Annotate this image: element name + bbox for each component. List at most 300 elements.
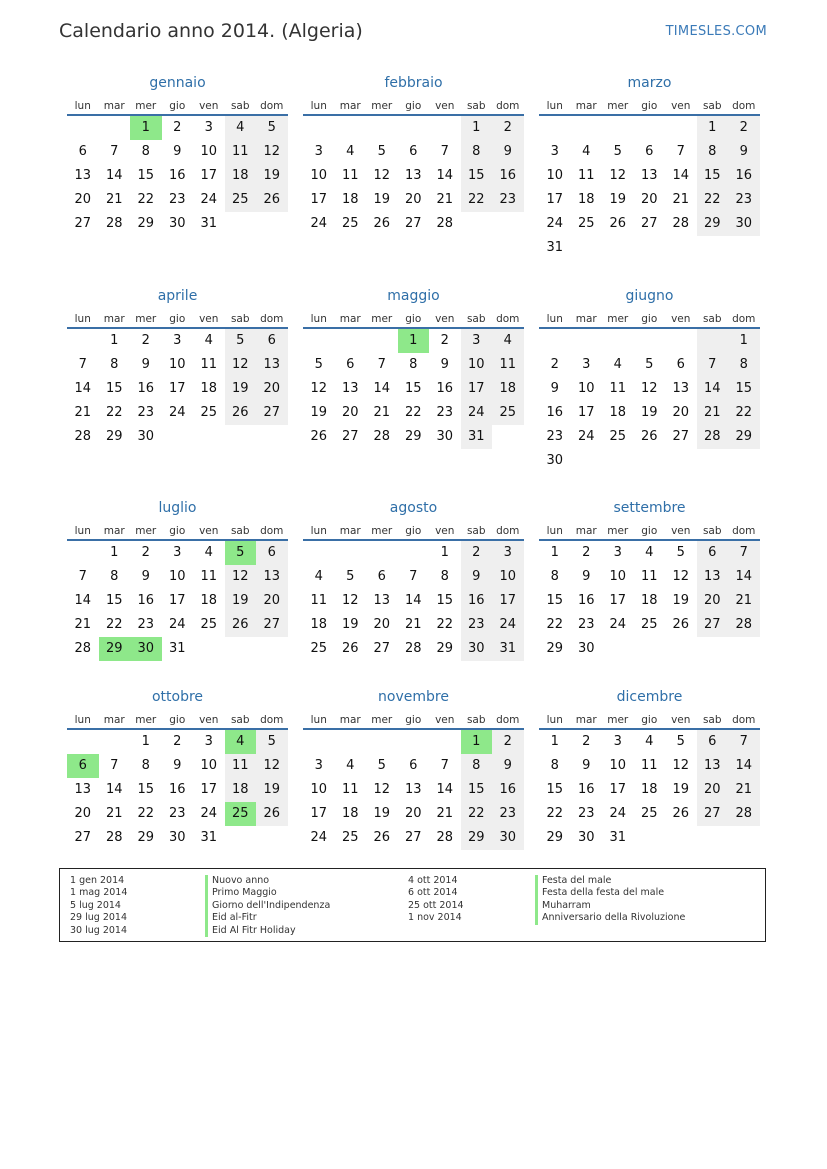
day-cell[interactable]: 6 <box>67 754 99 778</box>
day-cell[interactable]: 21 <box>436 806 454 821</box>
day-cell[interactable]: 2 <box>728 116 760 140</box>
day-cell[interactable]: 22 <box>461 802 493 826</box>
day-cell[interactable]: 10 <box>546 168 564 183</box>
day-cell[interactable]: 8 <box>110 357 119 372</box>
day-cell[interactable]: 1 <box>110 545 119 560</box>
day-cell[interactable]: 2 <box>173 120 182 135</box>
day-cell[interactable]: 3 <box>550 144 559 159</box>
day-cell[interactable]: 11 <box>225 754 257 778</box>
day-cell[interactable]: 20 <box>404 192 422 207</box>
day-cell[interactable]: 18 <box>225 164 257 188</box>
day-cell[interactable]: 10 <box>609 758 627 773</box>
day-cell[interactable]: 11 <box>341 168 359 183</box>
day-cell[interactable]: 18 <box>341 806 359 821</box>
day-cell[interactable]: 30 <box>492 826 524 850</box>
day-cell[interactable]: 7 <box>676 144 685 159</box>
day-cell[interactable]: 2 <box>582 734 591 749</box>
day-cell[interactable]: 17 <box>200 782 218 797</box>
day-cell[interactable]: 14 <box>697 377 729 401</box>
day-cell[interactable]: 30 <box>577 830 595 845</box>
day-cell[interactable]: 19 <box>373 806 391 821</box>
day-cell[interactable]: 25 <box>200 617 218 632</box>
day-cell[interactable]: 20 <box>74 806 92 821</box>
day-cell[interactable]: 9 <box>141 569 150 584</box>
day-cell[interactable]: 7 <box>697 353 729 377</box>
day-cell[interactable]: 13 <box>404 168 422 183</box>
day-cell[interactable]: 9 <box>492 140 524 164</box>
day-cell[interactable]: 1 <box>550 545 559 560</box>
day-cell[interactable]: 13 <box>697 754 729 778</box>
day-cell[interactable]: 3 <box>204 734 213 749</box>
day-cell[interactable]: 20 <box>697 589 729 613</box>
day-cell[interactable]: 19 <box>609 192 627 207</box>
day-cell[interactable]: 31 <box>546 240 564 255</box>
day-cell[interactable]: 19 <box>672 593 690 608</box>
day-cell[interactable]: 4 <box>645 545 654 560</box>
day-cell[interactable]: 17 <box>200 168 218 183</box>
day-cell[interactable]: 31 <box>200 830 218 845</box>
day-cell[interactable]: 15 <box>461 164 493 188</box>
day-cell[interactable]: 10 <box>310 782 328 797</box>
day-cell[interactable]: 3 <box>613 734 622 749</box>
day-cell[interactable]: 5 <box>377 144 386 159</box>
day-cell[interactable]: 15 <box>697 164 729 188</box>
day-cell[interactable]: 17 <box>461 377 493 401</box>
day-cell[interactable]: 16 <box>168 782 186 797</box>
day-cell[interactable]: 13 <box>404 782 422 797</box>
day-cell[interactable]: 8 <box>550 758 559 773</box>
day-cell[interactable]: 3 <box>314 144 323 159</box>
day-cell[interactable]: 10 <box>577 381 595 396</box>
day-cell[interactable]: 3 <box>613 545 622 560</box>
day-cell[interactable]: 18 <box>492 377 524 401</box>
day-cell[interactable]: 7 <box>728 730 760 754</box>
day-cell[interactable]: 13 <box>74 168 92 183</box>
day-cell[interactable]: 7 <box>110 758 119 773</box>
day-cell[interactable]: 19 <box>373 192 391 207</box>
day-cell[interactable]: 1 <box>461 730 493 754</box>
day-cell[interactable]: 8 <box>461 754 493 778</box>
day-cell[interactable]: 30 <box>577 641 595 656</box>
day-cell[interactable]: 10 <box>461 353 493 377</box>
day-cell[interactable]: 5 <box>256 116 288 140</box>
day-cell[interactable]: 28 <box>74 429 92 444</box>
day-cell[interactable]: 8 <box>141 144 150 159</box>
day-cell[interactable]: 2 <box>141 545 150 560</box>
day-cell[interactable]: 21 <box>74 617 92 632</box>
day-cell[interactable]: 20 <box>256 589 288 613</box>
day-cell[interactable]: 2 <box>141 333 150 348</box>
day-cell[interactable]: 17 <box>168 593 186 608</box>
day-cell[interactable]: 9 <box>173 144 182 159</box>
day-cell[interactable]: 24 <box>168 617 186 632</box>
day-cell[interactable]: 8 <box>550 569 559 584</box>
day-cell[interactable]: 10 <box>168 569 186 584</box>
day-cell[interactable]: 23 <box>492 188 524 212</box>
day-cell[interactable]: 6 <box>697 730 729 754</box>
day-cell[interactable]: 14 <box>728 565 760 589</box>
day-cell[interactable]: 24 <box>310 216 328 231</box>
day-cell[interactable]: 24 <box>609 617 627 632</box>
day-cell[interactable]: 5 <box>225 329 257 353</box>
day-cell[interactable]: 29 <box>436 641 454 656</box>
day-cell[interactable]: 31 <box>609 830 627 845</box>
day-cell[interactable]: 4 <box>346 144 355 159</box>
day-cell[interactable]: 12 <box>609 168 627 183</box>
day-cell[interactable]: 15 <box>728 377 760 401</box>
day-cell[interactable]: 2 <box>550 357 559 372</box>
day-cell[interactable]: 25 <box>341 216 359 231</box>
day-cell[interactable]: 14 <box>74 593 92 608</box>
day-cell[interactable]: 29 <box>404 429 422 444</box>
day-cell[interactable]: 2 <box>461 541 493 565</box>
day-cell[interactable]: 8 <box>409 357 418 372</box>
day-cell[interactable]: 10 <box>200 758 218 773</box>
day-cell[interactable]: 7 <box>728 541 760 565</box>
day-cell[interactable]: 14 <box>373 381 391 396</box>
day-cell[interactable]: 16 <box>461 589 493 613</box>
day-cell[interactable]: 30 <box>728 212 760 236</box>
day-cell[interactable]: 21 <box>697 401 729 425</box>
day-cell[interactable]: 26 <box>256 188 288 212</box>
day-cell[interactable]: 3 <box>173 545 182 560</box>
day-cell[interactable]: 21 <box>105 806 123 821</box>
day-cell[interactable]: 19 <box>640 405 658 420</box>
day-cell[interactable]: 22 <box>728 401 760 425</box>
day-cell[interactable]: 6 <box>645 144 654 159</box>
day-cell[interactable]: 28 <box>728 802 760 826</box>
day-cell[interactable]: 27 <box>640 216 658 231</box>
day-cell[interactable]: 26 <box>225 401 257 425</box>
day-cell[interactable]: 5 <box>645 357 654 372</box>
day-cell[interactable]: 29 <box>546 641 564 656</box>
day-cell[interactable]: 25 <box>341 830 359 845</box>
day-cell[interactable]: 23 <box>461 613 493 637</box>
day-cell[interactable]: 5 <box>676 734 685 749</box>
day-cell[interactable]: 26 <box>672 617 690 632</box>
day-cell[interactable]: 4 <box>204 333 213 348</box>
day-cell[interactable]: 30 <box>130 637 162 661</box>
day-cell[interactable]: 18 <box>341 192 359 207</box>
day-cell[interactable]: 1 <box>130 116 162 140</box>
day-cell[interactable]: 18 <box>640 593 658 608</box>
day-cell[interactable]: 6 <box>409 144 418 159</box>
day-cell[interactable]: 25 <box>609 429 627 444</box>
day-cell[interactable]: 9 <box>582 569 591 584</box>
day-cell[interactable]: 21 <box>728 589 760 613</box>
day-cell[interactable]: 4 <box>582 144 591 159</box>
day-cell[interactable]: 2 <box>440 333 449 348</box>
day-cell[interactable]: 29 <box>105 429 123 444</box>
day-cell[interactable]: 14 <box>728 754 760 778</box>
day-cell[interactable]: 6 <box>676 357 685 372</box>
day-cell[interactable]: 13 <box>640 168 658 183</box>
day-cell[interactable]: 8 <box>697 140 729 164</box>
day-cell[interactable]: 3 <box>582 357 591 372</box>
day-cell[interactable]: 8 <box>728 353 760 377</box>
day-cell[interactable]: 30 <box>168 216 186 231</box>
day-cell[interactable]: 8 <box>141 758 150 773</box>
day-cell[interactable]: 5 <box>676 545 685 560</box>
day-cell[interactable]: 19 <box>341 617 359 632</box>
day-cell[interactable]: 9 <box>582 758 591 773</box>
day-cell[interactable]: 10 <box>168 357 186 372</box>
day-cell[interactable]: 5 <box>314 357 323 372</box>
day-cell[interactable]: 12 <box>640 381 658 396</box>
day-cell[interactable]: 20 <box>341 405 359 420</box>
day-cell[interactable]: 26 <box>373 830 391 845</box>
day-cell[interactable]: 14 <box>404 593 422 608</box>
day-cell[interactable]: 13 <box>341 381 359 396</box>
day-cell[interactable]: 12 <box>310 381 328 396</box>
day-cell[interactable]: 28 <box>373 429 391 444</box>
day-cell[interactable]: 15 <box>404 381 422 396</box>
day-cell[interactable]: 18 <box>200 381 218 396</box>
day-cell[interactable]: 25 <box>577 216 595 231</box>
day-cell[interactable]: 26 <box>310 429 328 444</box>
day-cell[interactable]: 12 <box>672 758 690 773</box>
day-cell[interactable]: 29 <box>137 216 155 231</box>
day-cell[interactable]: 3 <box>314 758 323 773</box>
day-cell[interactable]: 19 <box>225 377 257 401</box>
day-cell[interactable]: 25 <box>640 806 658 821</box>
day-cell[interactable]: 23 <box>728 188 760 212</box>
day-cell[interactable]: 28 <box>436 830 454 845</box>
day-cell[interactable]: 25 <box>200 405 218 420</box>
day-cell[interactable]: 12 <box>225 353 257 377</box>
day-cell[interactable]: 13 <box>697 565 729 589</box>
day-cell[interactable]: 4 <box>613 357 622 372</box>
day-cell[interactable]: 16 <box>728 164 760 188</box>
day-cell[interactable]: 3 <box>173 333 182 348</box>
day-cell[interactable]: 21 <box>74 405 92 420</box>
day-cell[interactable]: 8 <box>110 569 119 584</box>
day-cell[interactable]: 22 <box>105 405 123 420</box>
day-cell[interactable]: 11 <box>310 593 328 608</box>
day-cell[interactable]: 6 <box>377 569 386 584</box>
day-cell[interactable]: 12 <box>341 593 359 608</box>
day-cell[interactable]: 23 <box>137 405 155 420</box>
day-cell[interactable]: 5 <box>225 541 257 565</box>
day-cell[interactable]: 7 <box>110 144 119 159</box>
day-cell[interactable]: 14 <box>74 381 92 396</box>
day-cell[interactable]: 1 <box>398 329 430 353</box>
day-cell[interactable]: 15 <box>436 593 454 608</box>
brand-logo[interactable]: TIMESLES.COM <box>665 24 767 39</box>
day-cell[interactable]: 7 <box>440 758 449 773</box>
day-cell[interactable]: 21 <box>373 405 391 420</box>
day-cell[interactable]: 29 <box>728 425 760 449</box>
day-cell[interactable]: 15 <box>137 782 155 797</box>
day-cell[interactable]: 19 <box>310 405 328 420</box>
day-cell[interactable]: 21 <box>672 192 690 207</box>
day-cell[interactable]: 6 <box>697 541 729 565</box>
day-cell[interactable]: 18 <box>200 593 218 608</box>
day-cell[interactable]: 11 <box>341 782 359 797</box>
day-cell[interactable]: 18 <box>310 617 328 632</box>
day-cell[interactable]: 28 <box>74 641 92 656</box>
day-cell[interactable]: 17 <box>609 593 627 608</box>
day-cell[interactable]: 10 <box>310 168 328 183</box>
day-cell[interactable]: 9 <box>461 565 493 589</box>
day-cell[interactable]: 15 <box>546 782 564 797</box>
day-cell[interactable]: 20 <box>697 778 729 802</box>
day-cell[interactable]: 18 <box>640 782 658 797</box>
day-cell[interactable]: 22 <box>461 188 493 212</box>
day-cell[interactable]: 15 <box>461 778 493 802</box>
day-cell[interactable]: 27 <box>697 802 729 826</box>
day-cell[interactable]: 31 <box>492 637 524 661</box>
day-cell[interactable]: 24 <box>492 613 524 637</box>
day-cell[interactable]: 14 <box>436 168 454 183</box>
day-cell[interactable]: 6 <box>256 329 288 353</box>
day-cell[interactable]: 28 <box>697 425 729 449</box>
day-cell[interactable]: 27 <box>256 401 288 425</box>
day-cell[interactable]: 23 <box>577 617 595 632</box>
day-cell[interactable]: 1 <box>110 333 119 348</box>
day-cell[interactable]: 22 <box>546 617 564 632</box>
day-cell[interactable]: 23 <box>492 802 524 826</box>
day-cell[interactable]: 27 <box>256 613 288 637</box>
day-cell[interactable]: 19 <box>256 164 288 188</box>
day-cell[interactable]: 7 <box>78 569 87 584</box>
day-cell[interactable]: 29 <box>697 212 729 236</box>
day-cell[interactable]: 17 <box>546 192 564 207</box>
day-cell[interactable]: 29 <box>546 830 564 845</box>
day-cell[interactable]: 11 <box>640 758 658 773</box>
day-cell[interactable]: 19 <box>225 589 257 613</box>
day-cell[interactable]: 27 <box>404 216 422 231</box>
day-cell[interactable]: 9 <box>550 381 559 396</box>
day-cell[interactable]: 23 <box>137 617 155 632</box>
day-cell[interactable]: 3 <box>204 120 213 135</box>
day-cell[interactable]: 1 <box>728 329 760 353</box>
day-cell[interactable]: 23 <box>436 405 454 420</box>
day-cell[interactable]: 4 <box>645 734 654 749</box>
day-cell[interactable]: 11 <box>225 140 257 164</box>
day-cell[interactable]: 17 <box>609 782 627 797</box>
day-cell[interactable]: 1 <box>141 734 150 749</box>
day-cell[interactable]: 19 <box>672 782 690 797</box>
day-cell[interactable]: 13 <box>256 565 288 589</box>
day-cell[interactable]: 14 <box>105 782 123 797</box>
day-cell[interactable]: 11 <box>577 168 595 183</box>
day-cell[interactable]: 1 <box>461 116 493 140</box>
day-cell[interactable]: 7 <box>440 144 449 159</box>
day-cell[interactable]: 1 <box>550 734 559 749</box>
day-cell[interactable]: 12 <box>373 782 391 797</box>
day-cell[interactable]: 28 <box>105 216 123 231</box>
day-cell[interactable]: 6 <box>346 357 355 372</box>
day-cell[interactable]: 5 <box>346 569 355 584</box>
day-cell[interactable]: 25 <box>640 617 658 632</box>
day-cell[interactable]: 29 <box>461 826 493 850</box>
day-cell[interactable]: 9 <box>492 754 524 778</box>
day-cell[interactable]: 1 <box>440 545 449 560</box>
day-cell[interactable]: 27 <box>373 641 391 656</box>
day-cell[interactable]: 27 <box>74 216 92 231</box>
day-cell[interactable]: 9 <box>173 758 182 773</box>
day-cell[interactable]: 24 <box>310 830 328 845</box>
day-cell[interactable]: 7 <box>78 357 87 372</box>
day-cell[interactable]: 24 <box>200 192 218 207</box>
day-cell[interactable]: 23 <box>577 806 595 821</box>
day-cell[interactable]: 17 <box>310 806 328 821</box>
day-cell[interactable]: 5 <box>613 144 622 159</box>
day-cell[interactable]: 26 <box>672 806 690 821</box>
day-cell[interactable]: 11 <box>609 381 627 396</box>
day-cell[interactable]: 16 <box>577 593 595 608</box>
day-cell[interactable]: 4 <box>204 545 213 560</box>
day-cell[interactable]: 14 <box>672 168 690 183</box>
day-cell[interactable]: 31 <box>461 425 493 449</box>
day-cell[interactable]: 11 <box>640 569 658 584</box>
day-cell[interactable]: 11 <box>200 569 218 584</box>
day-cell[interactable]: 30 <box>168 830 186 845</box>
day-cell[interactable]: 20 <box>373 617 391 632</box>
day-cell[interactable]: 4 <box>492 329 524 353</box>
day-cell[interactable]: 28 <box>404 641 422 656</box>
day-cell[interactable]: 20 <box>404 806 422 821</box>
day-cell[interactable]: 7 <box>377 357 386 372</box>
day-cell[interactable]: 10 <box>609 569 627 584</box>
day-cell[interactable]: 19 <box>256 778 288 802</box>
day-cell[interactable]: 12 <box>256 140 288 164</box>
day-cell[interactable]: 23 <box>168 806 186 821</box>
day-cell[interactable]: 15 <box>105 381 123 396</box>
day-cell[interactable]: 24 <box>577 429 595 444</box>
day-cell[interactable]: 27 <box>672 429 690 444</box>
day-cell[interactable]: 11 <box>492 353 524 377</box>
day-cell[interactable]: 30 <box>137 429 155 444</box>
day-cell[interactable]: 6 <box>409 758 418 773</box>
day-cell[interactable]: 4 <box>314 569 323 584</box>
day-cell[interactable]: 25 <box>225 188 257 212</box>
day-cell[interactable]: 22 <box>137 192 155 207</box>
day-cell[interactable]: 20 <box>74 192 92 207</box>
day-cell[interactable]: 20 <box>256 377 288 401</box>
day-cell[interactable]: 9 <box>141 357 150 372</box>
day-cell[interactable]: 13 <box>672 381 690 396</box>
day-cell[interactable]: 24 <box>200 806 218 821</box>
day-cell[interactable]: 17 <box>577 405 595 420</box>
day-cell[interactable]: 25 <box>310 641 328 656</box>
day-cell[interactable]: 4 <box>346 758 355 773</box>
day-cell[interactable]: 2 <box>492 116 524 140</box>
day-cell[interactable]: 15 <box>137 168 155 183</box>
day-cell[interactable]: 24 <box>546 216 564 231</box>
day-cell[interactable]: 24 <box>168 405 186 420</box>
day-cell[interactable]: 22 <box>546 806 564 821</box>
day-cell[interactable]: 30 <box>546 453 564 468</box>
day-cell[interactable]: 6 <box>256 541 288 565</box>
day-cell[interactable]: 18 <box>577 192 595 207</box>
day-cell[interactable]: 27 <box>74 830 92 845</box>
day-cell[interactable]: 4 <box>225 730 257 754</box>
day-cell[interactable]: 12 <box>225 565 257 589</box>
day-cell[interactable]: 16 <box>492 778 524 802</box>
day-cell[interactable]: 2 <box>492 730 524 754</box>
day-cell[interactable]: 21 <box>105 192 123 207</box>
day-cell[interactable]: 28 <box>728 613 760 637</box>
day-cell[interactable]: 27 <box>697 613 729 637</box>
day-cell[interactable]: 14 <box>436 782 454 797</box>
day-cell[interactable]: 16 <box>137 381 155 396</box>
day-cell[interactable]: 22 <box>697 188 729 212</box>
day-cell[interactable]: 26 <box>341 641 359 656</box>
day-cell[interactable]: 10 <box>492 565 524 589</box>
day-cell[interactable]: 26 <box>609 216 627 231</box>
